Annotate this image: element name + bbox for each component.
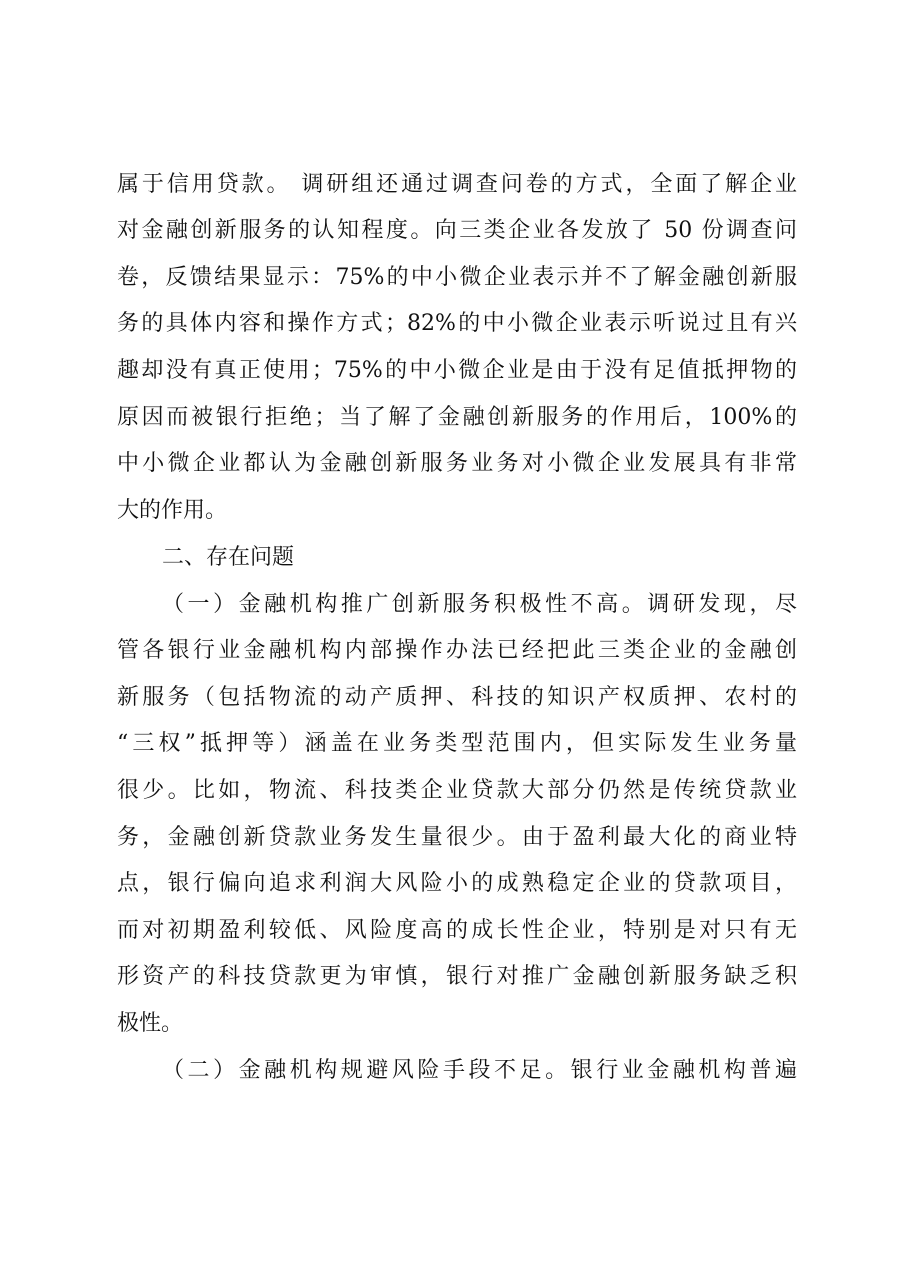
subsection-heading-line: （二）金融机构规避风险手段不足。银行业金融机构普遍 bbox=[162, 1058, 797, 1083]
paragraph-line: 管各银行业金融机构内部操作办法已经把此三类企业的金融创 bbox=[117, 638, 797, 663]
paragraph-line: 务的具体内容和操作方式；82%的中小微企业表示听说过且有兴 bbox=[117, 311, 797, 336]
paragraph-line: 很少。比如，物流、科技类企业贷款大部分仍然是传统贷款业 bbox=[117, 778, 797, 803]
subsection-heading-line: （一）金融机构推广创新服务积极性不高。调研发现，尽 bbox=[162, 592, 797, 617]
paragraph-line: 对金融创新服务的认知程度。向三类企业各发放了 50 份调查问 bbox=[117, 218, 797, 243]
paragraph-line: 原因而被银行拒绝；当了解了金融创新服务的作用后，100%的 bbox=[117, 405, 797, 430]
paragraph-line: 极性。 bbox=[117, 1011, 184, 1036]
paragraph-line: 属于信用贷款。 调研组还通过调查问卷的方式，全面了解企业 bbox=[117, 172, 797, 197]
section-heading: 二、存在问题 bbox=[162, 545, 295, 570]
paragraph-line: 趣却没有真正使用；75%的中小微企业是由于没有足值抵押物的 bbox=[117, 358, 797, 383]
paragraph-line: 务，金融创新贷款业务发生量很少。由于盈利最大化的商业特 bbox=[117, 825, 797, 850]
paragraph-line: 形资产的科技贷款更为审慎，银行对推广金融创新服务缺乏积 bbox=[117, 964, 797, 989]
paragraph-line: 新服务（包括物流的动产质押、科技的知识产权质押、农村的 bbox=[117, 685, 797, 710]
paragraph-line: “三权”抵押等）涵盖在业务类型范围内，但实际发生业务量 bbox=[117, 731, 797, 756]
paragraph-line: 点，银行偏向追求利润大风险小的成熟稳定企业的贷款项目， bbox=[117, 871, 797, 896]
paragraph-line: 卷，反馈结果显示：75%的中小微企业表示并不了解金融创新服 bbox=[117, 265, 797, 290]
paragraph-line: 大的作用。 bbox=[117, 498, 228, 523]
paragraph-line: 中小微企业都认为金融创新服务业务对小微企业发展具有非常 bbox=[117, 451, 797, 476]
paragraph-line: 而对初期盈利较低、风险度高的成长性企业，特别是对只有无 bbox=[117, 918, 797, 943]
